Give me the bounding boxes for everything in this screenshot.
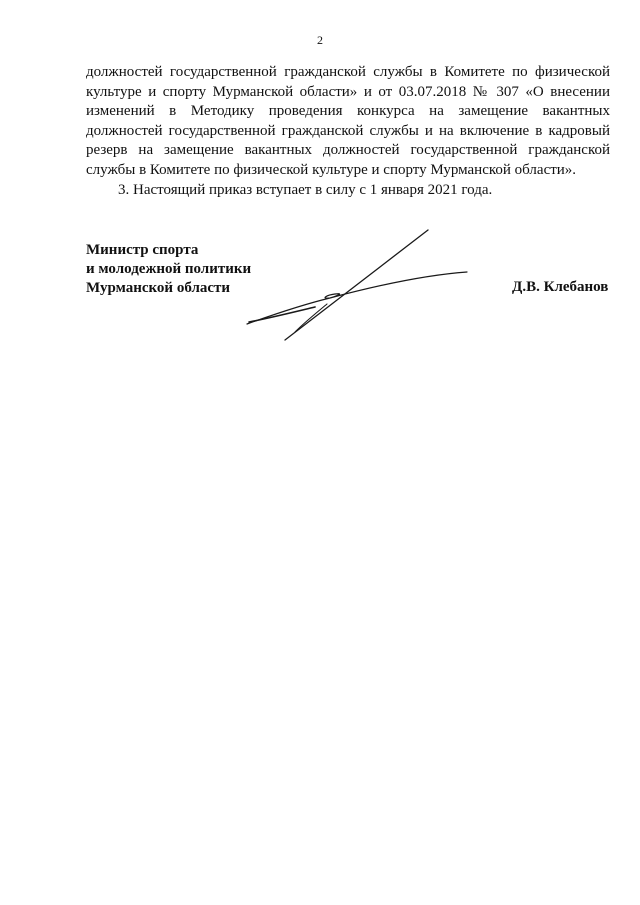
document-body	[86, 63, 610, 200]
page-number: 2	[317, 33, 323, 47]
paragraph-continuation: должностей государственной гражданской службы в Комитете по физической культуре и спорту Мурманской области» и от 03.07.2018 № 307 «О внесении изменений в Методику проведения конкурса на замещение вакантных должностей государственной гражданской службы и на включение в кадровый резерв на замещение вакантных должностей государственной гражданской службы в Комитете по физической культуре и спорту Мурманской области».	[86, 64, 610, 178]
signatory-title-line-1: Министр спорта	[86, 242, 199, 258]
paragraph-item-3: 3. Настоящий приказ вступает в силу с 1 января 2021 года.	[118, 181, 493, 198]
signatory-title	[86, 241, 251, 298]
signatory-title-line-2: и молодежной политики	[86, 261, 252, 277]
handwritten-signature	[235, 222, 475, 347]
signatory-title-line-3: Мурманской области	[86, 280, 231, 296]
signatory-name: Д.В. Клебанов	[512, 279, 609, 295]
